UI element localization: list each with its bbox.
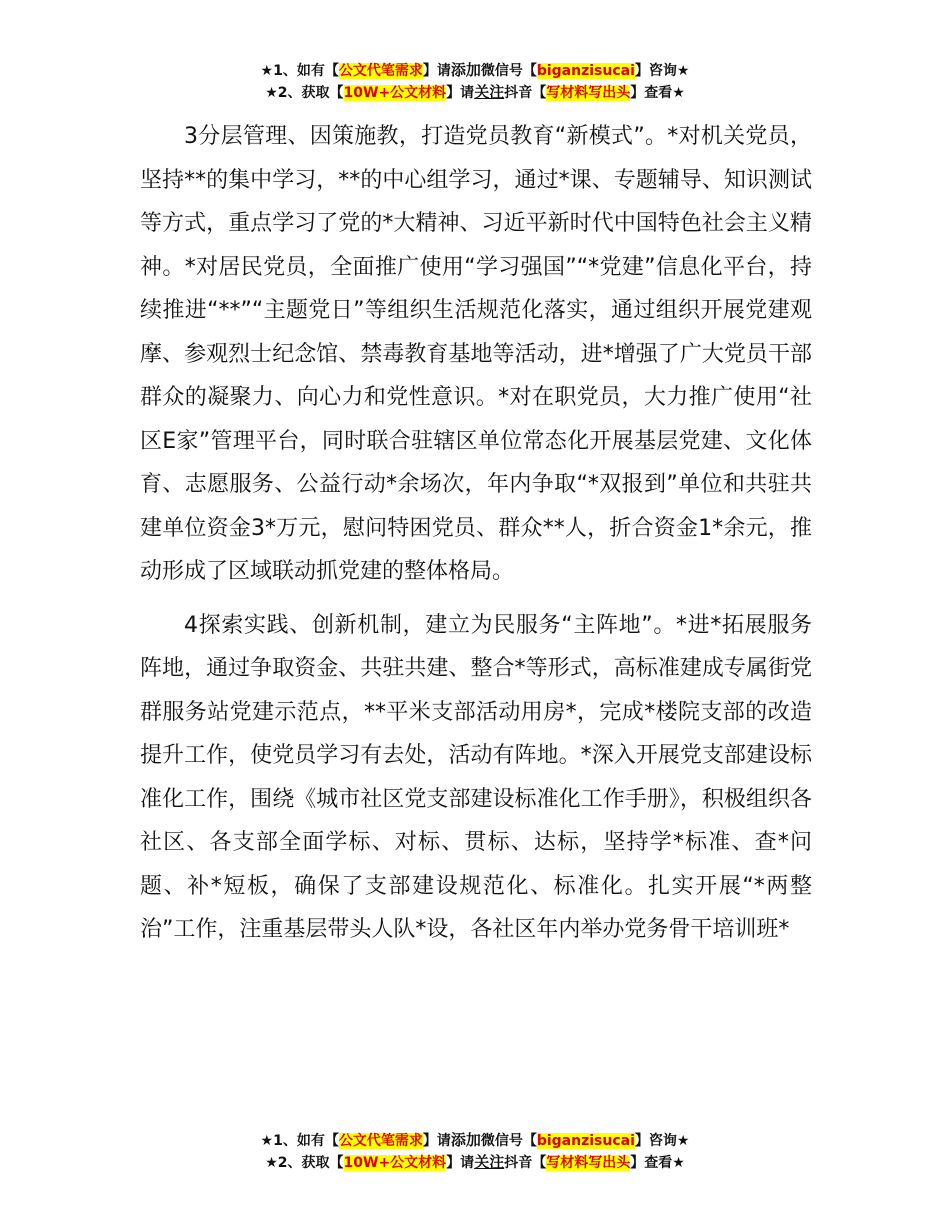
douyin-highlight: 写材料写出头: [546, 1155, 631, 1171]
paragraph-4: 4探索实践、创新机制，建立为民服务“主阵地”。*进*拓展服务阵地，通过争取资金、共驻共建、整合*等形式，高标准建成专属街党群服务站党建示范点，**平米支部活动用房*，完成*楼院支部的改造提升工作，使党员学习有去处，活动有阵地。*深入开展党支部建设标准化工作，围绕《城市社区党支部建设标准化工作手册》，积极组织各社区、各支部全面学标、对标、贯标、达标，坚持学*标准、查*问题、补*短板，确保了支部建设规范化、标准化。扎实开展“*两整治”工作，注重基层带头人队*设，各社区年内举办党务骨干培训班*: [140, 612, 812, 942]
footer-banner: [0, 1130, 950, 1174]
materials-highlight: 10W+公文材料: [343, 1155, 447, 1171]
materials-highlight: 10W+公文材料: [343, 85, 447, 101]
document-body: [140, 115, 812, 962]
wechat-id-highlight: biganzisucai: [536, 1133, 635, 1149]
footer-line-2: ★2、获取【10W+公文材料】请关注抖音【写材料写出头】查看★: [265, 1153, 685, 1171]
banner-line-2: ★2、获取【10W+公文材料】请关注抖音【写材料写出头】查看★: [265, 83, 685, 101]
douyin-highlight: 写材料写出头: [546, 85, 631, 101]
banner-line-1: ★1、如有【公文代笔需求】请添加微信号【biganzisucai】咨询★: [260, 61, 690, 79]
footer-line-1: ★1、如有【公文代笔需求】请添加微信号【biganzisucai】咨询★: [260, 1131, 690, 1149]
service-highlight: 公文代笔需求: [338, 1133, 423, 1149]
wechat-id-highlight: biganzisucai: [536, 63, 635, 79]
header-banner: [0, 60, 950, 104]
service-highlight: 公文代笔需求: [338, 63, 423, 79]
paragraph-3: 3分层管理、因策施教，打造党员教育“新模式”。*对机关党员，坚持**的集中学习，**的中心组学习，通过*课、专题辅导、知识测试等方式，重点学习了党的*大精神、习近平新时代中国特色社会主义精神。*对居民党员，全面推广使用“学习强国”“*党建”信息化平台，持续推进“**”“主题党日”等组织生活规范化落实，通过组织开展党建观摩、参观烈士纪念馆、禁毒教育基地等活动，进*增强了广大党员干部群众的凝聚力、向心力和党性意识。*对在职党员，大力推广使用“社区E家”管理平台，同时联合驻辖区单位常态化开展基层党建、文化体育、志愿服务、公益行动*余场次，年内争取“*双报到”单位和共驻共建单位资金3*万元，慰问特困党员、群众**人，折合资金1*余元，推动形成了区域联动抓党建的整体格局。: [140, 124, 812, 584]
